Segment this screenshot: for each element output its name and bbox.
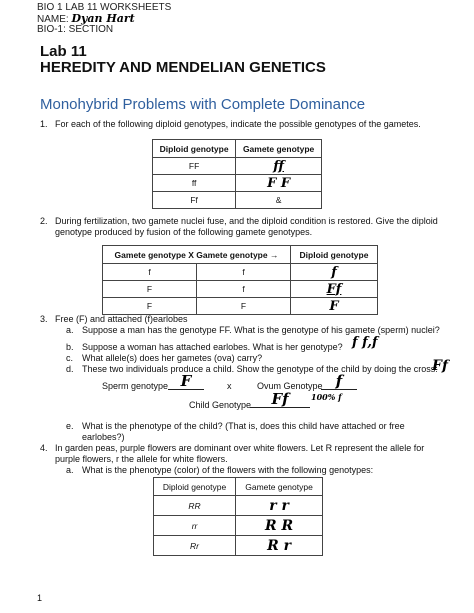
header-line1: BIO 1 LAB 11 WORKSHEETS — [37, 2, 172, 13]
q1-table — [152, 139, 322, 209]
table-row — [103, 298, 378, 315]
table-row — [153, 192, 322, 209]
section-label: BIO-1: SECTION — [37, 24, 114, 35]
q2-table — [102, 245, 378, 315]
q1-row3-answer: & — [236, 192, 322, 209]
q1-row2-answer: F F — [236, 175, 322, 192]
q3a-text: Suppose a man has the genotype FF. What is the genotype of his gamete (sperm) nuclei? — [82, 325, 440, 335]
q3d-letter: d. — [66, 364, 74, 374]
q3b-answer: f f,f — [352, 335, 378, 350]
ovum-note: 100% f — [311, 392, 342, 402]
page-number: 1 — [37, 593, 43, 603]
q1-row1-answer: ff — [236, 158, 322, 175]
q2-number: 2. — [40, 216, 48, 226]
q3-number: 3. — [40, 314, 48, 324]
q4-row3-answer: R r — [236, 536, 323, 556]
q4-line2: purple flowers, r the allele for white flowers. — [55, 454, 228, 464]
q2-line2: genotype produced by fusion of the following gamete genotypes. — [55, 227, 313, 237]
q4-row1-genotype: RR — [154, 496, 236, 516]
q2-row1-answer: f — [291, 264, 378, 281]
lab-number: Lab 11 — [40, 43, 87, 60]
q4a-text: What is the phenotype (color) of the flowers with the following genotypes: — [82, 465, 374, 475]
q3b-text: Suppose a woman has attached earlobes. What is her genotype? — [82, 342, 343, 352]
q2-row1-g1: f — [103, 264, 197, 281]
ovum-answer: f — [321, 373, 357, 390]
table-row — [154, 516, 323, 536]
q4-header-gamete: Gamete genotype — [236, 478, 323, 496]
table-row — [103, 281, 378, 298]
table-row — [103, 264, 378, 281]
q2-header-gametes: Gamete genotype X Gamete genotype → — [103, 246, 291, 264]
q4-table — [153, 477, 323, 556]
q2-row3-g2: F — [197, 298, 291, 315]
q2-header-diploid: Diploid genotype — [291, 246, 378, 264]
q2-row2-g2: f — [197, 281, 291, 298]
q1-row3-genotype: Ff — [153, 192, 236, 209]
lab-title: HEREDITY AND MENDELIAN GENETICS — [40, 59, 326, 76]
q1-row2-genotype: ff — [153, 175, 236, 192]
q2-line1: During fertilization, two gamete nuclei fuse, and the diploid condition is restored. Give the diploid — [55, 216, 438, 226]
q1-number: 1. — [40, 119, 48, 129]
table-row — [153, 158, 322, 175]
child-answer: Ff — [250, 391, 310, 408]
table-row — [154, 496, 323, 516]
name-value: Dyan Hart — [71, 12, 135, 25]
q2-row1-g2: f — [197, 264, 291, 281]
q2-row2-answer: Ff — [291, 281, 378, 298]
child-label: Child Genotype — [189, 400, 252, 410]
q3e-line2: earlobes?) — [82, 432, 125, 442]
q3a-letter: a. — [66, 325, 74, 335]
section-heading: Monohybrid Problems with Complete Dominance — [40, 96, 366, 113]
q4-header-diploid: Diploid genotype — [154, 478, 236, 496]
q2-row2-g1: F — [103, 281, 197, 298]
q3e-line1: What is the phenotype of the child? (That is, does this child have attached or free — [82, 421, 405, 431]
sperm-answer: F — [168, 373, 204, 390]
q4-row3-genotype: Rr — [154, 536, 236, 556]
q1-text: For each of the following diploid genotypes, indicate the possible genotypes of the gametes. — [55, 119, 421, 129]
q3d-answer: Ff — [432, 358, 448, 374]
q4-row2-answer: R R — [236, 516, 323, 536]
q3d-text: These two individuals produce a child. Show the genotype of the child by doing the cross: — [82, 364, 438, 374]
q3b-letter: b. — [66, 342, 74, 352]
q2-row3-g1: F — [103, 298, 197, 315]
table-row — [153, 175, 322, 192]
q1-row1-genotype: FF — [153, 158, 236, 175]
name-label: NAME: — [37, 14, 69, 25]
q4-row2-genotype: rr — [154, 516, 236, 536]
sperm-label: Sperm genotype — [102, 381, 169, 391]
q4-row1-answer: r r — [236, 496, 323, 516]
table-row — [154, 536, 323, 556]
q3e-letter: e. — [66, 421, 74, 431]
q3c-letter: c. — [66, 353, 74, 363]
q4-line1: In garden peas, purple flowers are dominant over white flowers. Let R represent the allele for — [55, 443, 425, 453]
q3c-text: What allele(s) does her gametes (ova) carry? — [82, 353, 263, 363]
q4a-letter: a. — [66, 465, 74, 475]
q3-text: Free (F) and attached (f)earlobes — [55, 314, 188, 324]
q4-number: 4. — [40, 443, 48, 453]
ovum-label: Ovum Genotype — [257, 381, 323, 391]
q1-header-diploid: Diploid genotype — [153, 140, 236, 158]
cross-sign: x — [227, 381, 232, 391]
q1-header-gamete: Gamete genotype — [236, 140, 322, 158]
q2-row3-answer: F — [291, 298, 378, 315]
